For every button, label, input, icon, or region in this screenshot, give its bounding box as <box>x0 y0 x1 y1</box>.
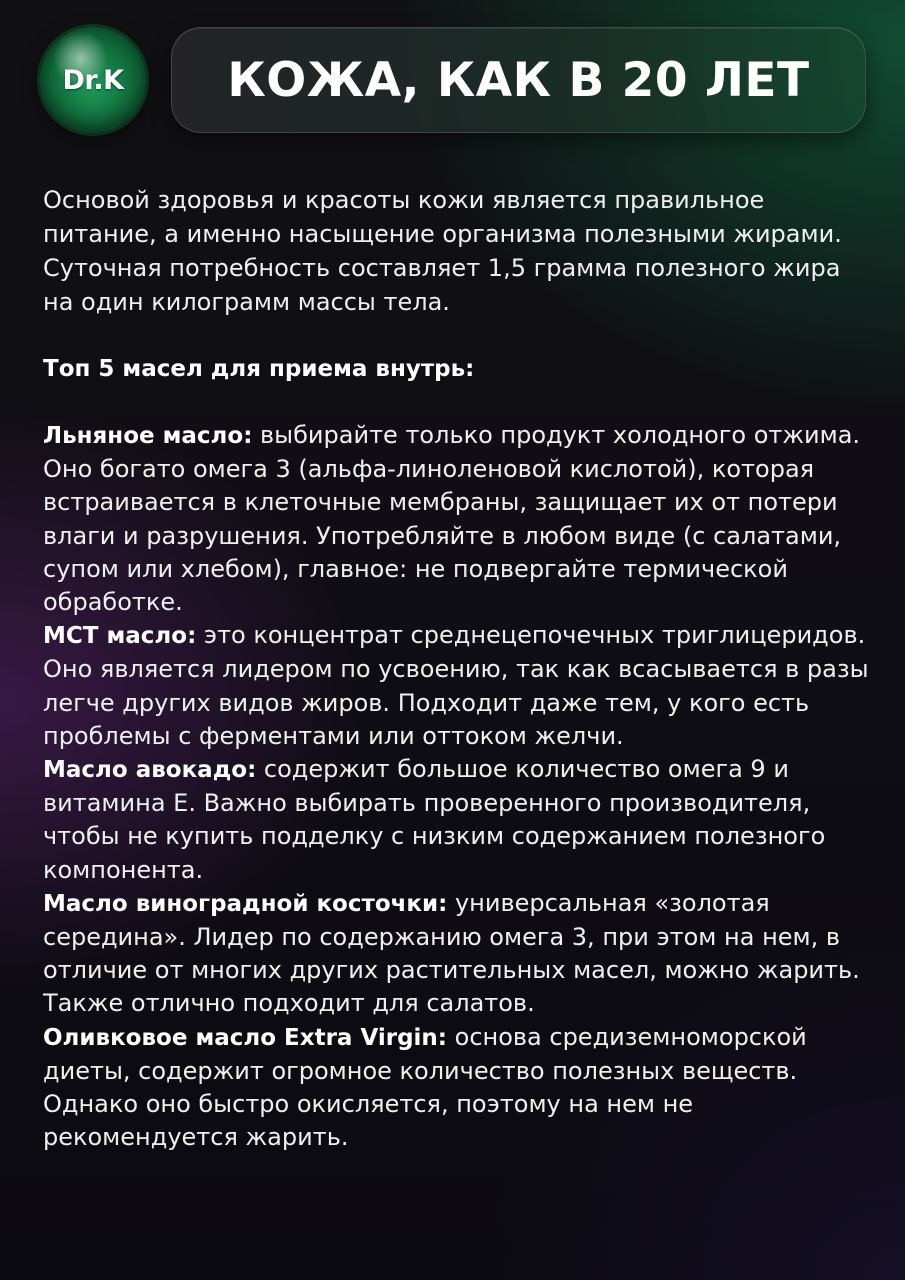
oil-item-flaxseed <box>43 419 873 619</box>
section-heading: Топ 5 масел для приема внутрь: <box>43 356 475 382</box>
oil-name: МСТ масло: <box>43 623 197 650</box>
oil-name: Льняное масло: <box>43 423 253 449</box>
oil-item-mct <box>43 619 873 753</box>
oil-description: выбирайте только продукт холодного отжима. Оно богато омега 3 (альфа-линоленовой кислотой), которая встраивается в клеточные мембраны, защищает их от потери влаги и разрушения. Употребляйте в любом виде (с салатами, супом или хлебом), главное: не подвергайте термической обработке. <box>43 421 861 617</box>
intro-paragraph: Основой здоровья и красоты кожи является правильное питание, а именно насыщение организма полезными жирами. Суточная потребность составляет 1,5 грамма полезного жира на один килограмм массы тела. <box>43 186 842 316</box>
header <box>0 0 905 160</box>
logo-text: Dr.K <box>62 64 124 96</box>
dr-k-logo <box>40 27 146 133</box>
oil-item-olive <box>43 1021 873 1155</box>
oil-description: это концентрат среднецепочечных триглицеридов. Оно является лидером по усвоению, так как всасывается в разы легче других видов жиров. Подходит даже тем, у кого есть проблемы с ферментами или оттоком желчи. <box>43 621 869 750</box>
oil-name: Оливковое масло Extra Virgin: <box>43 1024 448 1051</box>
oil-name: Масло авокадо: <box>43 757 257 784</box>
oil-item-avocado <box>43 753 873 887</box>
oil-description: содержит большое количество омега 9 и витамина Е. Важно выбирать проверенного производителя, чтобы не купить подделку с низким содержанием полезного компонента. <box>43 755 826 884</box>
article-body <box>43 183 873 1154</box>
oil-description: основа средиземноморской диеты, содержит огромное количество полезных веществ. Однако оно быстро окисляется, поэтому на нем не рекомендуется жарить. <box>43 1022 807 1152</box>
oil-description: универсальная «золотая середина». Лидер по содержанию омега 3, при этом на нем, в отличие от многих других растительных масел, можно жарить. Также отлично подходит для салатов. <box>43 888 860 1018</box>
title-banner <box>171 27 866 133</box>
oil-name: Масло виноградной косточки: <box>43 890 448 917</box>
page-title: КОЖА, КАК В 20 ЛЕТ <box>227 52 810 108</box>
oil-item-grapeseed <box>43 887 873 1021</box>
